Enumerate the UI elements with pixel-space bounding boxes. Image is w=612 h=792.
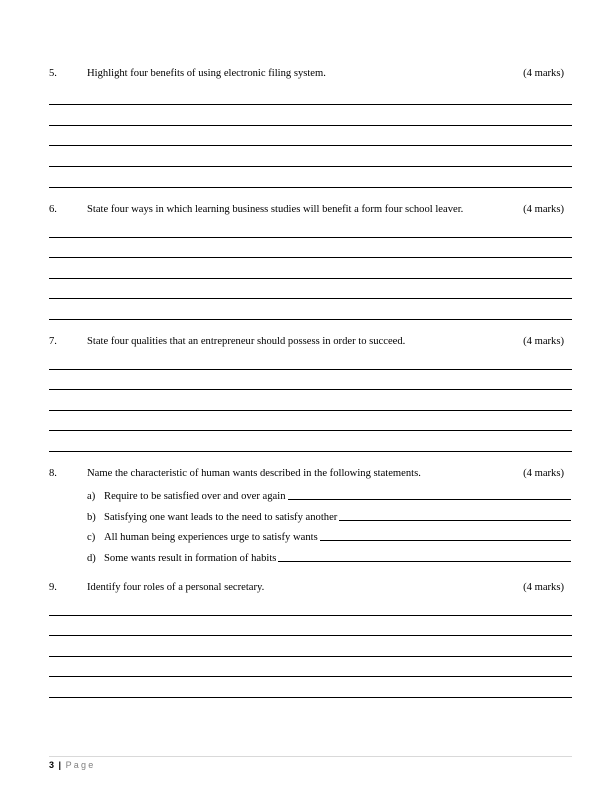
answer-line[interactable]: [49, 656, 572, 657]
question-number: 8.: [49, 468, 57, 479]
question-text: State four ways in which learning business studies will benefit a form four school leaver.: [87, 204, 464, 215]
sub-item-a: [87, 488, 571, 502]
answer-line[interactable]: [49, 676, 572, 677]
question-text: Identify four roles of a personal secretary.: [87, 582, 265, 593]
sub-item-letter: a): [87, 491, 96, 502]
question-number: 5.: [49, 68, 57, 79]
sub-item-text: Require to be satisfied over and over again: [104, 491, 286, 502]
answer-line[interactable]: [49, 369, 572, 370]
sub-item-d: [87, 550, 571, 564]
question-text: Name the characteristic of human wants described in the following statements.: [87, 468, 421, 479]
sub-item-letter: b): [87, 512, 96, 523]
sub-item-c: [87, 529, 571, 543]
answer-line[interactable]: [49, 319, 572, 320]
answer-line[interactable]: [49, 298, 572, 299]
sub-item-text: Satisfying one want leads to the need to satisfy another: [104, 512, 338, 523]
marks-label: (4 marks): [523, 68, 564, 79]
page-footer: [49, 760, 95, 770]
answer-line[interactable]: [49, 125, 572, 126]
footer-separator: |: [58, 760, 62, 770]
answer-line[interactable]: [49, 451, 572, 452]
marks-label: (4 marks): [523, 582, 564, 593]
answer-blank[interactable]: [320, 539, 571, 541]
marks-label: (4 marks): [523, 204, 564, 215]
question-number: 9.: [49, 582, 57, 593]
answer-line[interactable]: [49, 615, 572, 616]
answer-blank[interactable]: [339, 519, 571, 521]
answer-line[interactable]: [49, 410, 572, 411]
answer-line[interactable]: [49, 166, 572, 167]
answer-line[interactable]: [49, 145, 572, 146]
answer-line[interactable]: [49, 257, 572, 258]
answer-line[interactable]: [49, 278, 572, 279]
question-text: Highlight four benefits of using electronic filing system.: [87, 68, 326, 79]
question-text: State four qualities that an entrepreneur should possess in order to succeed.: [87, 336, 406, 347]
footer-divider: [49, 756, 572, 757]
answer-line[interactable]: [49, 697, 572, 698]
page-label: Page: [65, 760, 96, 770]
answer-blank[interactable]: [288, 498, 571, 500]
answer-line[interactable]: [49, 635, 572, 636]
answer-line[interactable]: [49, 237, 572, 238]
sub-item-letter: d): [87, 553, 96, 564]
answer-line[interactable]: [49, 104, 572, 105]
answer-line[interactable]: [49, 430, 572, 431]
sub-item-b: [87, 509, 571, 523]
marks-label: (4 marks): [523, 468, 564, 479]
page-number: 3: [49, 760, 55, 770]
question-number: 6.: [49, 204, 57, 215]
marks-label: (4 marks): [523, 336, 564, 347]
question-number: 7.: [49, 336, 57, 347]
sub-item-letter: c): [87, 532, 96, 543]
answer-line[interactable]: [49, 187, 572, 188]
answer-blank[interactable]: [278, 560, 571, 562]
answer-line[interactable]: [49, 389, 572, 390]
sub-item-text: Some wants result in formation of habits: [104, 553, 277, 564]
sub-item-text: All human being experiences urge to satisfy wants: [104, 532, 318, 543]
